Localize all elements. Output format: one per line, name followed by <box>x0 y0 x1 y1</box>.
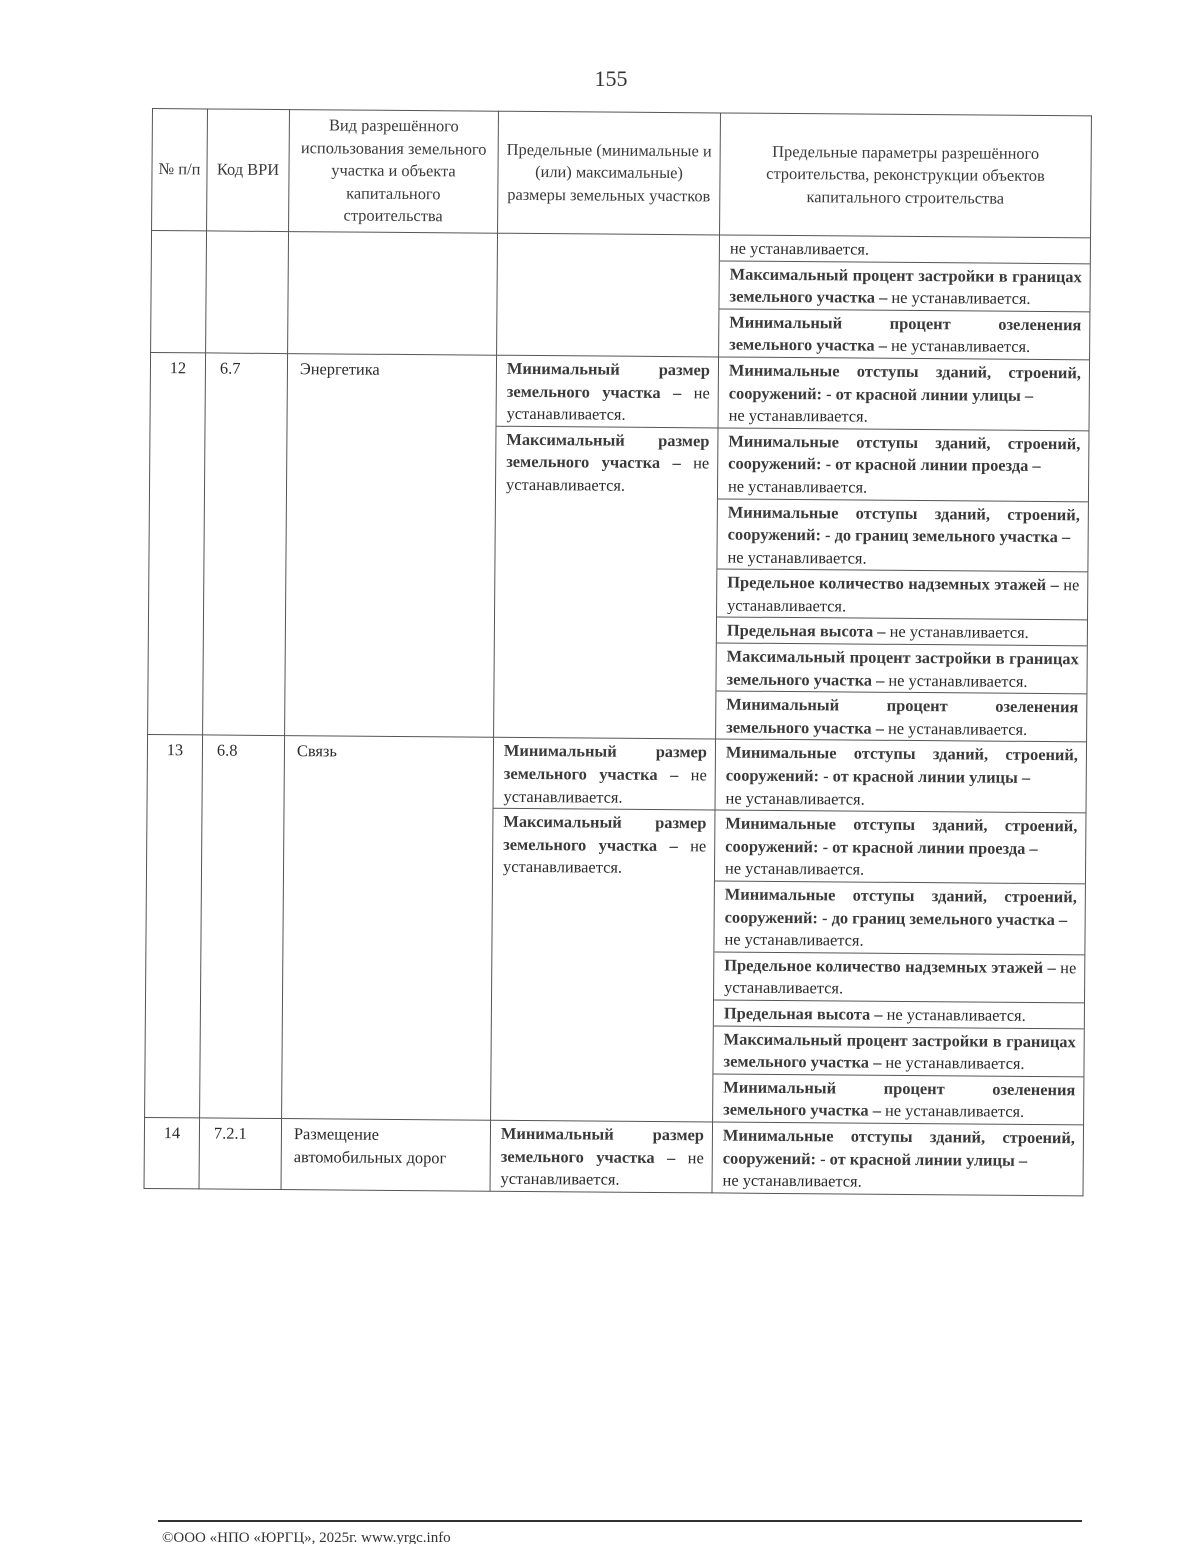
param-block <box>719 261 1089 312</box>
param-title: Минимальный размер земельного участка – <box>506 358 711 402</box>
param-title: Минимальный процент озеленения земельного участка – <box>723 1077 1076 1121</box>
param-block <box>717 618 1087 646</box>
param-title: Максимальный процент застройки в границах земельного участка – <box>723 1029 1076 1072</box>
param-block <box>717 570 1087 621</box>
param-value: не устанавливается. <box>724 858 865 880</box>
param-title: Предельная высота – <box>726 621 886 642</box>
row-use-name: Связь <box>282 736 494 1120</box>
param-title: Максимальный процент застройки в границах земельного участка – <box>729 264 1082 307</box>
empty-cell <box>497 233 720 357</box>
param-block <box>713 1026 1083 1077</box>
param-title: Минимальные отступы зданий, строений, сооружений: <box>725 813 1078 857</box>
param-value: не устанавливается. <box>728 405 868 426</box>
param-value: не устанавливается. <box>722 1170 862 1191</box>
params-cell <box>716 357 1090 742</box>
param-block <box>494 738 716 811</box>
param-subtitle: - от красной линии улицы – <box>826 383 1034 405</box>
param-value: не устанавливается. <box>724 957 1077 998</box>
param-block <box>713 1122 1084 1195</box>
param-value: не устанавливается. <box>505 453 710 495</box>
param-block <box>714 952 1084 1003</box>
param-title: Предельная высота – <box>723 1003 883 1024</box>
row-number: 13 <box>145 735 203 1118</box>
header-plot-sizes: Предельные (минимальные и (или) максимальные) размеры земельных участков <box>498 111 721 235</box>
row-use-name: Энергетика <box>285 354 497 738</box>
param-title: Минимальный процент озеленения земельного участка – <box>726 694 1079 738</box>
param-title: Минимальный размер земельного участка – <box>503 741 708 785</box>
row-use-name: Размещение автомобильных дорог <box>281 1118 491 1190</box>
param-block <box>714 1000 1084 1028</box>
param-value: не устанавливается. <box>500 1147 704 1189</box>
param-value: не устанавливается. <box>502 836 707 878</box>
sizes-cell <box>490 1120 713 1193</box>
param-value: не устанавливается. <box>886 1004 1026 1025</box>
param-value: не устанавливается. <box>888 670 1028 691</box>
header-num: № п/п <box>152 109 208 231</box>
empty-cell <box>288 232 498 356</box>
regulations-table <box>144 108 1092 1196</box>
param-subtitle: - до границ земельного участка – <box>821 907 1068 929</box>
row-number: 14 <box>144 1117 200 1188</box>
param-block <box>717 499 1088 573</box>
table-row <box>145 735 1087 1125</box>
table-row <box>148 352 1090 742</box>
param-block <box>491 1121 713 1193</box>
footer-divider <box>158 1520 1082 1522</box>
param-title: Предельное количество надземных этажей – <box>727 572 1059 595</box>
row-code: 6.7 <box>203 353 288 736</box>
table-row <box>151 230 1091 359</box>
table-header-row <box>152 109 1092 238</box>
empty-cell <box>151 230 207 352</box>
header-use-type: Вид разрешённого использования земельного участка и объекта капитального строительства <box>289 110 499 234</box>
page-number: 155 <box>594 66 628 91</box>
param-value: не устанавливается. <box>891 287 1031 309</box>
param-value: не устанавливается. <box>884 1101 1025 1122</box>
param-block <box>715 740 1086 814</box>
param-value: не устанавливается. <box>729 238 870 259</box>
sizes-cell <box>491 738 716 1122</box>
param-block <box>720 235 1090 263</box>
param-value: не устанавливается. <box>727 547 867 568</box>
param-subtitle: - от красной линии улицы – <box>820 1148 1028 1170</box>
param-title: Предельное количество надземных этажей – <box>724 955 1056 977</box>
param-value: не устанавливается. <box>885 1052 1025 1074</box>
params-cell <box>713 739 1087 1124</box>
param-block <box>719 309 1089 359</box>
param-value: не устанавливается. <box>890 336 1031 357</box>
param-block <box>497 356 719 429</box>
param-title: Минимальные отступы зданий, строений, сооружений: <box>728 360 1082 403</box>
row-number: 12 <box>148 352 206 735</box>
param-title: Минимальные отступы зданий, строений, сооружений: <box>725 742 1079 786</box>
param-value: не устанавливается. <box>727 476 868 497</box>
param-title: Максимальный размер земельного участка – <box>503 812 707 855</box>
param-title: Максимальный процент застройки в границах земельного участка – <box>726 646 1079 690</box>
param-title: Минимальные отступы зданий, строений, сооружений: <box>722 1125 1076 1168</box>
param-value: не устанавливается. <box>887 718 1028 739</box>
param-subtitle: - от красной линии проезда – <box>825 454 1041 476</box>
param-title: Максимальный размер земельного участка – <box>506 429 710 473</box>
param-title: Минимальный размер земельного участка – <box>500 1123 705 1167</box>
sizes-cell <box>494 355 719 739</box>
header-build-params: Предельные параметры разрешённого строительства, реконструкции объектов капитального строительства <box>720 113 1092 238</box>
param-value: не устанавливается. <box>725 788 865 809</box>
param-value: не устанавливается. <box>724 929 864 950</box>
table-row <box>144 1117 1084 1195</box>
params-cell <box>719 235 1091 360</box>
param-block <box>715 811 1086 885</box>
param-block <box>714 881 1085 955</box>
footer-copyright: ©ООО «НПО «ЮРГЦ», 2025г. www.yrgc.info <box>162 1530 451 1544</box>
param-title: Минимальный процент озеленения земельного участка – <box>729 312 1082 356</box>
param-value: не устанавливается. <box>503 765 707 807</box>
param-value: не устанавливается. <box>506 382 710 424</box>
param-block <box>496 426 718 498</box>
param-subtitle: - от красной линии улицы – <box>823 766 1031 787</box>
param-subtitle: - от красной линии проезда – <box>822 837 1038 858</box>
param-title: Минимальные отступы зданий, строений, сооружений: <box>724 884 1077 927</box>
param-block <box>719 357 1090 431</box>
param-block <box>713 1074 1083 1124</box>
row-code: 7.2.1 <box>199 1118 282 1189</box>
param-title: Минимальные отступы зданий, строений, сооружений: <box>727 502 1080 545</box>
param-subtitle: - до границ земельного участка – <box>824 525 1071 547</box>
params-cell <box>712 1122 1084 1196</box>
empty-cell <box>206 231 289 354</box>
param-title: Минимальные отступы зданий, строений, сооружений: <box>728 431 1081 474</box>
row-code: 6.8 <box>200 735 285 1118</box>
header-code: Код ВРИ <box>207 109 290 232</box>
param-value: не устанавливается. <box>889 622 1029 643</box>
param-block <box>493 809 715 881</box>
param-value: не устанавливается. <box>727 575 1080 616</box>
param-block <box>716 644 1086 695</box>
param-block <box>716 692 1086 742</box>
param-block <box>718 428 1089 502</box>
